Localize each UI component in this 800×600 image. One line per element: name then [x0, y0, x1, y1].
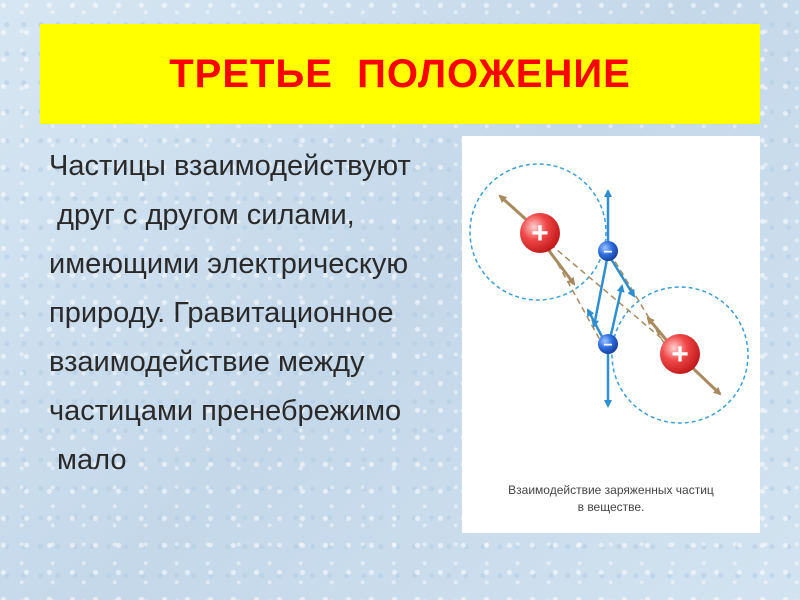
body-line: взаимодействие между [49, 346, 365, 378]
body-line: имеющими электрическую [49, 248, 409, 280]
body-line: частицами пренебрежимо [49, 395, 402, 427]
title-banner [40, 24, 760, 124]
body-line: Частицы взаимодействуют [49, 150, 411, 182]
body-line: природу. Гравитационное [49, 297, 394, 329]
caption-line: в веществе. [577, 500, 645, 514]
attraction-arrow [594, 254, 608, 326]
body-line: друг с другом силами, [49, 199, 355, 231]
negative-sign-lower: − [603, 337, 613, 354]
negative-sign-upper: − [603, 244, 613, 261]
particle-diagram [462, 136, 760, 476]
slide-title: ТРЕТЬЕ ПОЛОЖЕНИЕ [169, 51, 631, 96]
body-paragraph [49, 142, 469, 485]
positive-sign-lower: + [671, 338, 689, 371]
positive-sign-upper: + [531, 217, 549, 250]
caption-line: Взаимодействие заряженных частиц [508, 483, 714, 497]
body-line: мало [49, 444, 127, 476]
particle-interaction-figure [462, 136, 760, 533]
figure-caption [462, 482, 760, 516]
